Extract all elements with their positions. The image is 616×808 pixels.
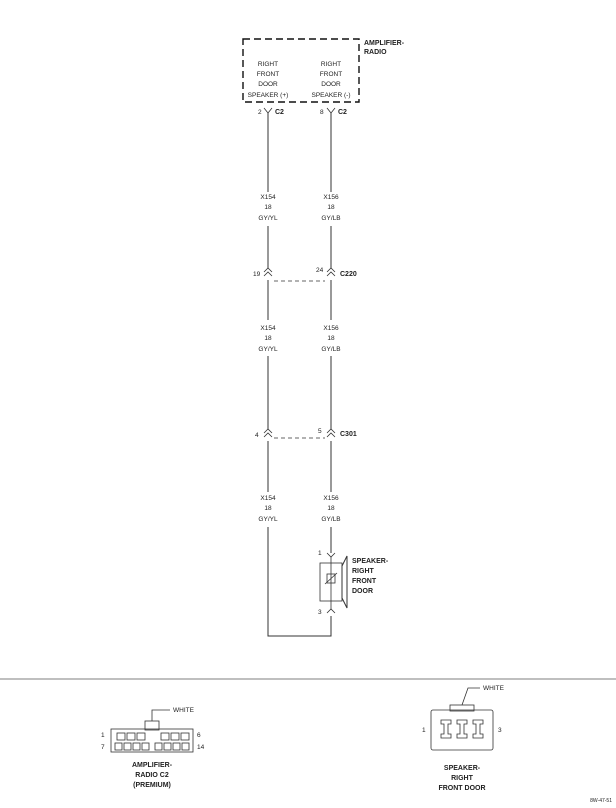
spk-pin-left: 1 [422, 727, 426, 734]
wire-right-circuit: X156 [323, 194, 339, 201]
wires [268, 113, 331, 636]
pin-right-line3: DOOR [321, 81, 341, 88]
pin-right-line4: SPEAKER (-) [311, 92, 351, 99]
c220-left-upper-icon [264, 268, 272, 272]
c220-left-lower-icon [264, 272, 272, 276]
c301-cavity-right: 5 [318, 428, 322, 435]
wire-left-circuit-3: X154 [260, 495, 276, 502]
amp-cavity-4 [161, 733, 169, 740]
c220-cavity-right: 24 [316, 267, 324, 274]
spk-title-line3: FRONT DOOR [438, 785, 486, 792]
spk-cavity-1-icon [441, 720, 451, 738]
c2-left-terminal-icon [264, 108, 272, 113]
wire-left-circuit-2: X154 [260, 325, 276, 332]
speaker-name-line4: DOOR [352, 588, 373, 595]
wire-right-gauge-3: 18 [327, 505, 335, 512]
speaker-right-front-door [318, 550, 389, 616]
c301-left-upper-icon [264, 429, 272, 433]
wire-left-color-3: GY/YL [258, 516, 278, 523]
wire-left-gauge-3: 18 [264, 505, 272, 512]
wire-right-gauge-2: 18 [327, 335, 335, 342]
wire-labels-1 [258, 194, 340, 222]
c220-right-lower-icon [327, 272, 335, 276]
wire-labels-3 [258, 495, 340, 523]
amp-pin-tl: 1 [101, 732, 105, 739]
connector-c2 [258, 108, 347, 116]
spk-connector-body [431, 710, 493, 750]
amp-white-leader [152, 710, 170, 721]
wire-left-circuit: X154 [260, 194, 276, 201]
spk-white-leader [462, 688, 480, 705]
amp-cavity-7 [115, 743, 122, 750]
wire-left-gauge: 18 [264, 204, 272, 211]
amp-title-line1: AMPLIFIER- [131, 762, 173, 769]
amp-pin-br: 14 [197, 744, 205, 751]
c220-name: C220 [340, 271, 357, 278]
pin-left-line1: RIGHT [257, 61, 279, 68]
c2-cavity-right: 8 [320, 109, 324, 116]
pin-right-line1: RIGHT [320, 61, 342, 68]
amplifier-radio-module [243, 39, 405, 102]
wire-labels-2 [258, 325, 340, 353]
amp-cavity-1 [117, 733, 125, 740]
amp-cavity-9 [133, 743, 140, 750]
module-name-line1: AMPLIFIER- [364, 40, 405, 47]
c2-right-terminal-icon [327, 108, 335, 113]
amp-cavity-3 [137, 733, 145, 740]
amplifier-radio-c2-connector-view [101, 707, 205, 789]
wire-right-color-2: GY/LB [321, 346, 341, 353]
c2-name-right: C2 [338, 109, 347, 116]
wire-left-color-2: GY/YL [258, 346, 278, 353]
c220-right-upper-icon [327, 268, 335, 272]
c301-name: C301 [340, 431, 357, 438]
spk-title-line1: SPEAKER- [443, 765, 481, 772]
amp-title-line3: (PREMIUM) [133, 782, 171, 789]
wire-left-seg6 [268, 527, 331, 636]
pin-left-line2: FRONT [256, 71, 280, 78]
speaker-name-line1: SPEAKER- [352, 558, 389, 565]
speaker-name-line2: RIGHT [352, 568, 374, 575]
module-name-line2: RADIO [364, 49, 387, 56]
wire-right-color-3: GY/LB [321, 516, 341, 523]
speaker-cone-icon [342, 556, 347, 608]
speaker-pin1-terminal-icon [327, 553, 335, 557]
wire-left-gauge-2: 18 [264, 335, 272, 342]
figure-id: 8W-47-51 [590, 798, 612, 804]
amp-title-line2: RADIO C2 [135, 772, 169, 779]
connector-c220 [253, 267, 357, 281]
c2-cavity-left: 2 [258, 109, 262, 116]
wire-right-circuit-2: X156 [323, 325, 339, 332]
wire-right-circuit-3: X156 [323, 495, 339, 502]
c301-left-lower-icon [264, 433, 272, 437]
amp-pin-tr: 6 [197, 732, 201, 739]
amp-cavity-13 [173, 743, 180, 750]
pin-left-line4: SPEAKER (+) [247, 92, 289, 99]
connector-c301 [255, 428, 357, 439]
amp-cavity-8 [124, 743, 131, 750]
c301-right-lower-icon [327, 433, 335, 437]
amp-cavity-12 [164, 743, 171, 750]
spk-cavity-2-icon [457, 720, 467, 738]
spk-cavity-3-icon [473, 720, 483, 738]
spk-title-line2: RIGHT [451, 775, 473, 782]
speaker-pin-top: 1 [318, 550, 322, 557]
pin-left-line3: DOOR [258, 81, 278, 88]
wire-right-color: GY/LB [321, 215, 341, 222]
wire-right-gauge: 18 [327, 204, 335, 211]
amp-cavity-6 [181, 733, 189, 740]
amp-cavity-5 [171, 733, 179, 740]
c301-right-upper-icon [327, 429, 335, 433]
c2-name-left: C2 [275, 109, 284, 116]
amp-cavity-10 [142, 743, 149, 750]
spk-color-label: WHITE [483, 685, 504, 692]
wire-left-color: GY/YL [258, 215, 278, 222]
amp-color-label: WHITE [173, 707, 194, 714]
c301-cavity-left: 4 [255, 432, 259, 439]
amp-pin-bl: 7 [101, 744, 105, 751]
amp-cavity-2 [127, 733, 135, 740]
amp-connector-body [111, 729, 193, 752]
speaker-name-line3: FRONT [352, 578, 377, 585]
c220-cavity-left: 19 [253, 271, 261, 278]
speaker-pin3-terminal-icon [327, 609, 335, 613]
speaker-connector-view [422, 685, 505, 792]
amp-cavity-14 [182, 743, 189, 750]
spk-pin-right: 3 [498, 727, 502, 734]
pin-right-line2: FRONT [319, 71, 343, 78]
amp-cavity-11 [155, 743, 162, 750]
speaker-pin-bottom: 3 [318, 609, 322, 616]
